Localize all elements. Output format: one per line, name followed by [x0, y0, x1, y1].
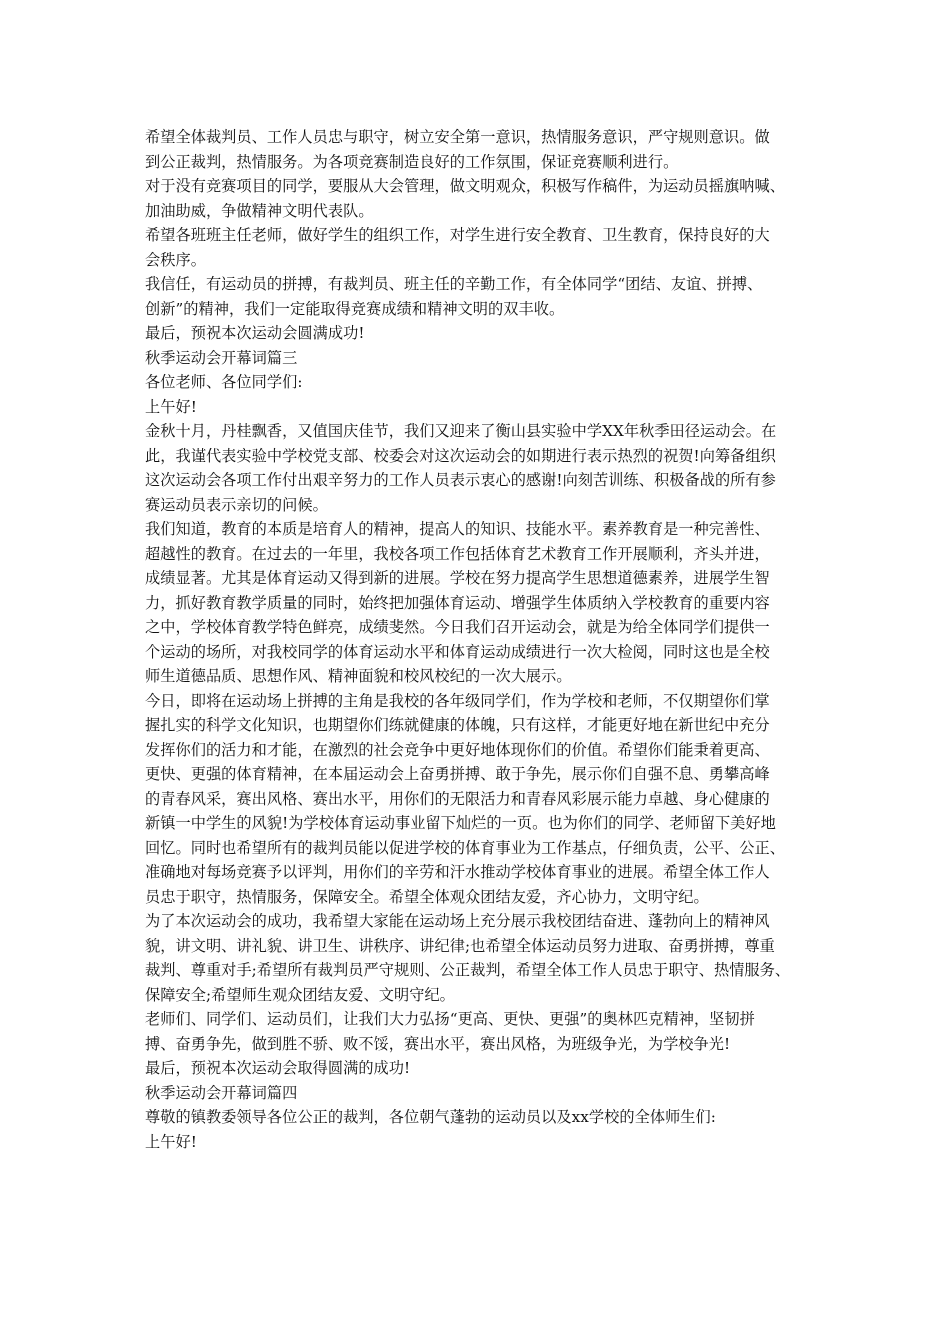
text-line: 希望全体裁判员、工作人员忠与职守，树立安全第一意识，热情服务意识，严守规则意识。做 [145, 128, 770, 146]
text-line: 的青春风采，赛出风格、赛出水平，用你们的无限活力和青春风彩展示能力卓越、身心健康的 [145, 789, 770, 808]
text-line: 裁判、尊重对手;希望所有裁判员严守规则、公正裁判，希望全体工作人员忠于职守、热情服务、 [145, 961, 791, 979]
text-line: 希望各班班主任老师，做好学生的组织工作，对学生进行安全教育、卫生教育，保持良好的大 [145, 226, 770, 244]
text-line: 会秩序。 [145, 250, 206, 269]
text-line: 之中，学校体育教学特色鲜亮，成绩斐然。今日我们召开运动会，就是为给全体同学们提供一 [145, 618, 770, 636]
text-line: 最后，预祝本次运动会圆满成功! [145, 324, 365, 342]
text-line: 握扎实的科学文化知识，也期望你们练就健康的体魄，只有这样，才能更好地在新世纪中充分 [145, 716, 770, 734]
text-line: 超越性的教育。在过去的一年里，我校各项工作包括体育艺术教育工作开展顺利，齐头并进， [145, 544, 770, 563]
text-line: 保障安全;希望师生观众团结友爱、文明守纪。 [145, 985, 455, 1004]
text-line: 最后，预祝本次运动会取得圆满的成功! [145, 1059, 411, 1077]
document-body [145, 125, 817, 1154]
text-line: 新镇一中学生的风貌!为学校体育运动事业留下灿烂的一页。也为你们的同学、老师留下美好地 [145, 814, 776, 832]
text-line: 个运动的场所，对我校同学的体育运动水平和体育运动成绩进行一次大检阅，同时这也是全校 [145, 642, 770, 661]
text-line: 力，抓好教育教学质量的同时，始终把加强体育运动、增强学生体质纳入学校教育的重要内容 [145, 593, 770, 612]
text-line: 这次运动会各项工作付出艰辛努力的工作人员表示衷心的感谢!向刻苦训练、积极备战的所有参 [145, 471, 776, 489]
salutation: 各位老师、各位同学们: [145, 373, 303, 391]
text-line: 更快、更强的体育精神，在本届运动会上奋勇拼搏、敢于争先，展示你们自强不息、勇攀高峰 [145, 765, 770, 783]
text-line: 师生道德品质、思想作风、精神面貌和校风校纪的一次大展示。 [145, 667, 572, 685]
section-heading: 秋季运动会开幕词篇三 [145, 348, 298, 367]
text-line: 回忆。同时也希望所有的裁判员能以促进学校的体育事业为工作基点，仔细负责，公平、公正、 [145, 838, 785, 857]
text-line: 金秋十月，丹桂飘香，又值国庆佳节，我们又迎来了衡山县实验中学XX年秋季田径运动会。在 [145, 422, 777, 440]
text-line: 创新”的精神，我们一定能取得竞赛成绩和精神文明的双丰收。 [145, 299, 565, 318]
text-line: 对于没有竞赛项目的同学，要服从大会管理，做文明观众，积极写作稿件，为运动员摇旗呐喊、 [145, 177, 785, 195]
text-line: 搏、奋勇争先，做到胜不骄、败不馁，赛出水平，赛出风格，为班级争光，为学校争光! [145, 1034, 731, 1053]
text-line: 加油助威，争做精神文明代表队。 [145, 201, 374, 220]
salutation: 尊敬的镇教委领导各位公正的裁判，各位朝气蓬勃的运动员以及xx学校的全体师生们: [145, 1108, 716, 1126]
text-line: 赛运动员表示亲切的问候。 [145, 495, 328, 514]
text-line: 我们知道，教育的本质是培育人的精神，提高人的知识、技能水平。素养教育是一种完善性、 [145, 520, 770, 538]
text-line: 员忠于职守，热情服务，保障安全。希望全体观众团结友爱，齐心协力，文明守纪。 [145, 887, 709, 906]
text-line: 貌，讲文明、讲礼貌、讲卫生、讲秩序、讲纪律;也希望全体运动员努力进取、奋勇拼搏，尊重 [145, 936, 775, 955]
text-line: 发挥你们的活力和才能，在激烈的社会竞争中更好地体现你们的价值。希望你们能秉着更高、 [145, 740, 770, 759]
text-line: 准确地对每场竞赛予以评判，用你们的辛劳和汗水推动学校体育事业的进展。希望全体工作人 [145, 863, 770, 881]
text-line: 我信任，有运动员的拼搏，有裁判员、班主任的辛勤工作，有全体同学“团结、友谊、拼搏、 [145, 275, 763, 293]
text-line: 到公正裁判，热情服务。为各项竞赛制造良好的工作氛围，保证竞赛顺利进行。 [145, 152, 679, 171]
text-line: 今日，即将在运动场上拼搏的主角是我校的各年级同学们，作为学校和老师，不仅期望你们掌 [145, 691, 770, 710]
section-heading: 秋季运动会开幕词篇四 [145, 1083, 298, 1102]
text-line: 为了本次运动会的成功，我希望大家能在运动场上充分展示我校团结奋进、蓬勃向上的精神风 [145, 912, 770, 930]
greeting: 上午好! [145, 1132, 197, 1151]
greeting: 上午好! [145, 397, 197, 416]
text-line: 老师们、同学们、运动员们，让我们大力弘扬“更高、更快、更强”的奥林匹克精神，坚韧拼 [145, 1010, 755, 1028]
text-line: 成绩显著。尤其是体育运动又得到新的进展。学校在努力提高学生思想道德素养，进展学生智 [145, 569, 770, 587]
text-line: 此，我谨代表实验中学校党支部、校委会对这次运动会的如期进行表示热烈的祝贺!向筹备组织 [145, 446, 776, 465]
